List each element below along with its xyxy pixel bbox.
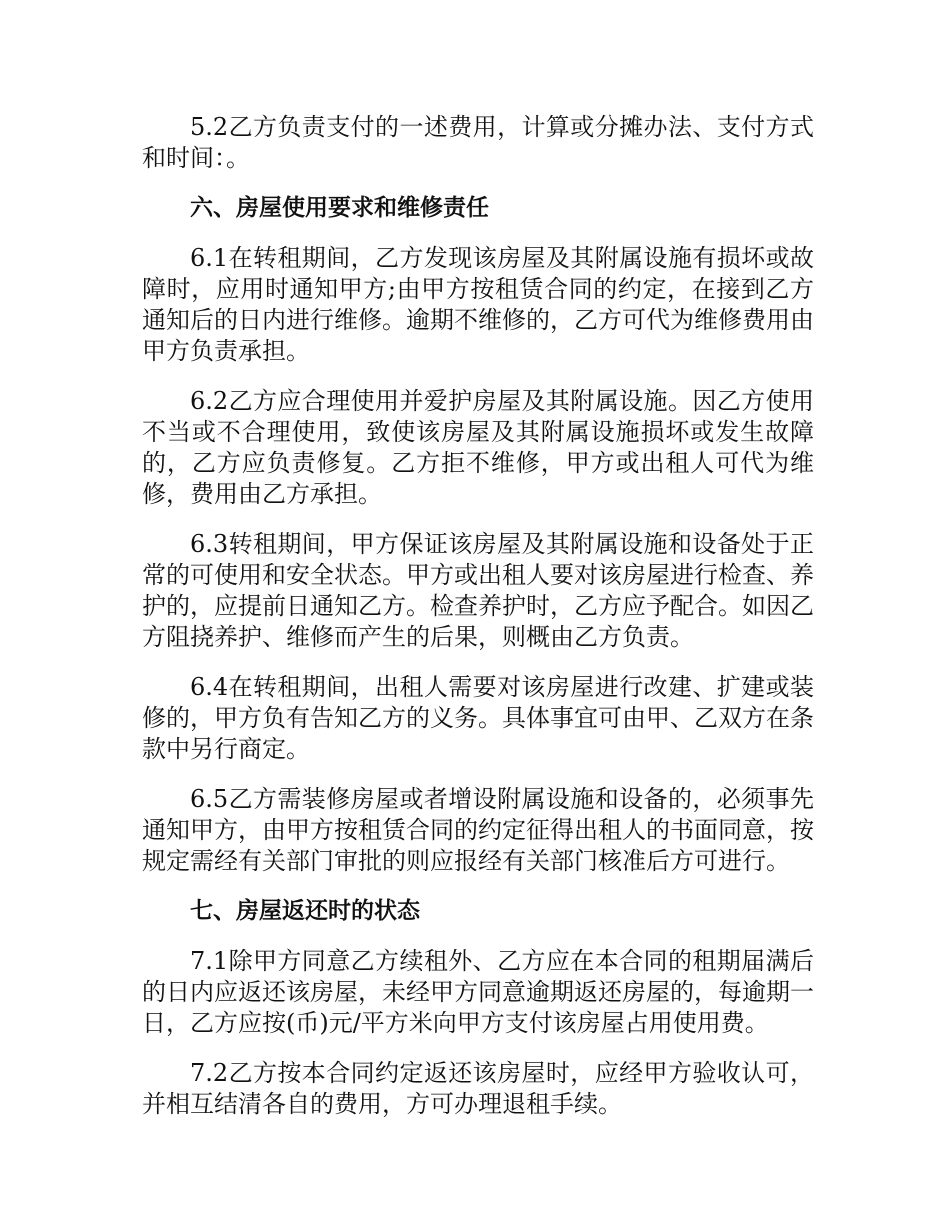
clause-5-2: 5.2乙方负责支付的一述费用，计算或分摊办法、支付方式和时间：。 (142, 113, 814, 172)
clause-7-2: 7.2乙方按本合同约定返还该房屋时，应经甲方验收认可，并相互结清各自的费用，方可办理退租手续。 (142, 1059, 814, 1118)
clause-6-2: 6.2乙方应合理使用并爱护房屋及其附属设施。因乙方使用不当或不合理使用，致使该房屋及其附属设施损坏或发生故障的，乙方应负责修复。乙方拒不维修，甲方或出租人可代为维修，费用由乙方承担。 (142, 387, 814, 508)
clause-6-3: 6.3转租期间，甲方保证该房屋及其附属设施和设备处于正常的可使用和安全状态。甲方或出租人要对该房屋进行检查、养护的，应提前日通知乙方。检查养护时，乙方应予配合。如因乙方阻挠养护、维修而产生的后果，则概由乙方负责。 (142, 530, 814, 651)
clause-6-4: 6.4在转租期间，出租人需要对该房屋进行改建、扩建或装修的，甲方负有告知乙方的义务。具体事宜可由甲、乙双方在条款中另行商定。 (142, 673, 814, 763)
clause-6-5: 6.5乙方需装修房屋或者增设附属设施和设备的，必须事先通知甲方，由甲方按租赁合同的约定征得出租人的书面同意，按规定需经有关部门审批的则应报经有关部门核准后方可进行。 (142, 785, 814, 875)
clause-6-1: 6.1在转租期间，乙方发现该房屋及其附属设施有损坏或故障时，应用时通知甲方;由甲方按租赁合同的约定，在接到乙方通知后的日内进行维修。逾期不维修的，乙方可代为维修费用由甲方负责承担。 (142, 244, 814, 365)
section-6-heading: 六、房屋使用要求和维修责任 (190, 195, 489, 221)
document-body (142, 112, 814, 1139)
clause-7-1: 7.1除甲方同意乙方续租外、乙方应在本合同的租期届满后的日内应返还该房屋，未经甲方同意逾期返还房屋的，每逾期一日，乙方应按(币)元/平方米向甲方支付该房屋占用使用费。 (142, 947, 814, 1037)
section-7-heading: 七、房屋返还时的状态 (190, 898, 420, 924)
